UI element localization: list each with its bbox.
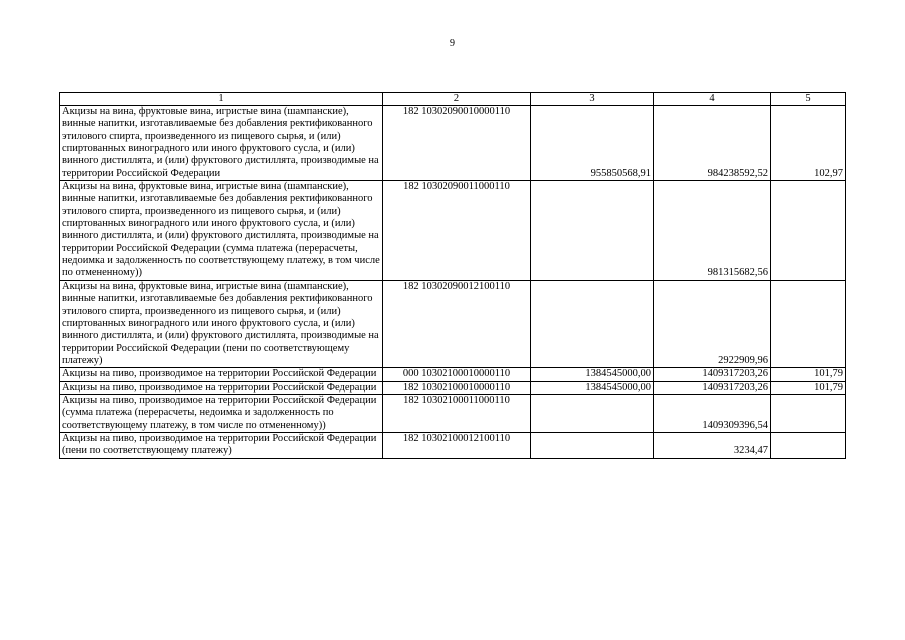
actual-amount-cell: 984238592,52: [654, 106, 771, 181]
classification-code-cell: 182 10302090012100110: [383, 280, 531, 367]
table-header-row: [60, 93, 846, 106]
percent-cell: [771, 394, 846, 432]
revenue-name-cell: Акцизы на вина, фруктовые вина, игристые вина (шампанские), винные напитки, изготавливаемые без добавления ректификованного этилового спирта, произведенного из пищевого сырья, и (или) спиртованных виноградного или иного фруктового сусла, и (или) винного дистиллята, и (или) фруктового дистиллята, производимые на территории Российской Федерации (пени по соответствующему платежу): [60, 280, 383, 367]
actual-amount-cell: 1409317203,26: [654, 381, 771, 394]
planned-amount-cell: [531, 432, 654, 458]
classification-code-cell: 182 10302100011000110: [383, 394, 531, 432]
percent-cell: 101,79: [771, 381, 846, 394]
percent-cell: 101,79: [771, 368, 846, 381]
table-row: [60, 280, 846, 367]
budget-revenue-table: [59, 92, 846, 459]
planned-amount-cell: [531, 280, 654, 367]
revenue-name-cell: Акцизы на пиво, производимое на территории Российской Федерации (пени по соответствующему платежу): [60, 432, 383, 458]
column-header: 4: [654, 93, 771, 106]
page-number: 9: [450, 38, 455, 49]
percent-cell: [771, 181, 846, 281]
table-row: [60, 106, 846, 181]
actual-amount-cell: 3234,47: [654, 432, 771, 458]
actual-amount-cell: 1409317203,26: [654, 368, 771, 381]
percent-cell: [771, 432, 846, 458]
planned-amount-cell: 1384545000,00: [531, 368, 654, 381]
revenue-name-cell: Акцизы на вина, фруктовые вина, игристые вина (шампанские), винные напитки, изготавливаемые без добавления ректификованного этилового спирта, произведенного из пищевого сырья, и (или) спиртованных виноградного или иного фруктового сусла, и (или) винного дистиллята, и (или) фруктового дистиллята, производимые на территории Российской Федерации: [60, 106, 383, 181]
classification-code-cell: 182 10302100012100110: [383, 432, 531, 458]
revenue-name-cell: Акцизы на пиво, производимое на территории Российской Федерации (сумма платежа (перерасчеты, недоимка и задолженность по соответствующему платежу, в том числе по отмененному)): [60, 394, 383, 432]
planned-amount-cell: 955850568,91: [531, 106, 654, 181]
table-row: [60, 368, 846, 381]
column-header: 1: [60, 93, 383, 106]
percent-cell: 102,97: [771, 106, 846, 181]
table-row: [60, 181, 846, 281]
planned-amount-cell: 1384545000,00: [531, 381, 654, 394]
actual-amount-cell: 981315682,56: [654, 181, 771, 281]
table-row: [60, 381, 846, 394]
table-row: [60, 432, 846, 458]
revenue-name-cell: Акцизы на вина, фруктовые вина, игристые вина (шампанские), винные напитки, изготавливаемые без добавления ректификованного этилового спирта, произведенного из пищевого сырья, и (или) спиртованных виноградного или иного фруктового сусла, и (или) винного дистиллята, и (или) фруктового дистиллята, производимые на территории Российской Федерации (сумма платежа (перерасчеты, недоимка и задолженность по соответствующему платежу, в том числе по отмененному)): [60, 181, 383, 281]
planned-amount-cell: [531, 394, 654, 432]
classification-code-cell: 000 10302100010000110: [383, 368, 531, 381]
classification-code-cell: 182 10302090010000110: [383, 106, 531, 181]
revenue-name-cell: Акцизы на пиво, производимое на территории Российской Федерации: [60, 368, 383, 381]
planned-amount-cell: [531, 181, 654, 281]
classification-code-cell: 182 10302090011000110: [383, 181, 531, 281]
column-header: 2: [383, 93, 531, 106]
revenue-name-cell: Акцизы на пиво, производимое на территории Российской Федерации: [60, 381, 383, 394]
classification-code-cell: 182 10302100010000110: [383, 381, 531, 394]
percent-cell: [771, 280, 846, 367]
actual-amount-cell: 1409309396,54: [654, 394, 771, 432]
actual-amount-cell: 2922909,96: [654, 280, 771, 367]
table-row: [60, 394, 846, 432]
column-header: 3: [531, 93, 654, 106]
column-header: 5: [771, 93, 846, 106]
